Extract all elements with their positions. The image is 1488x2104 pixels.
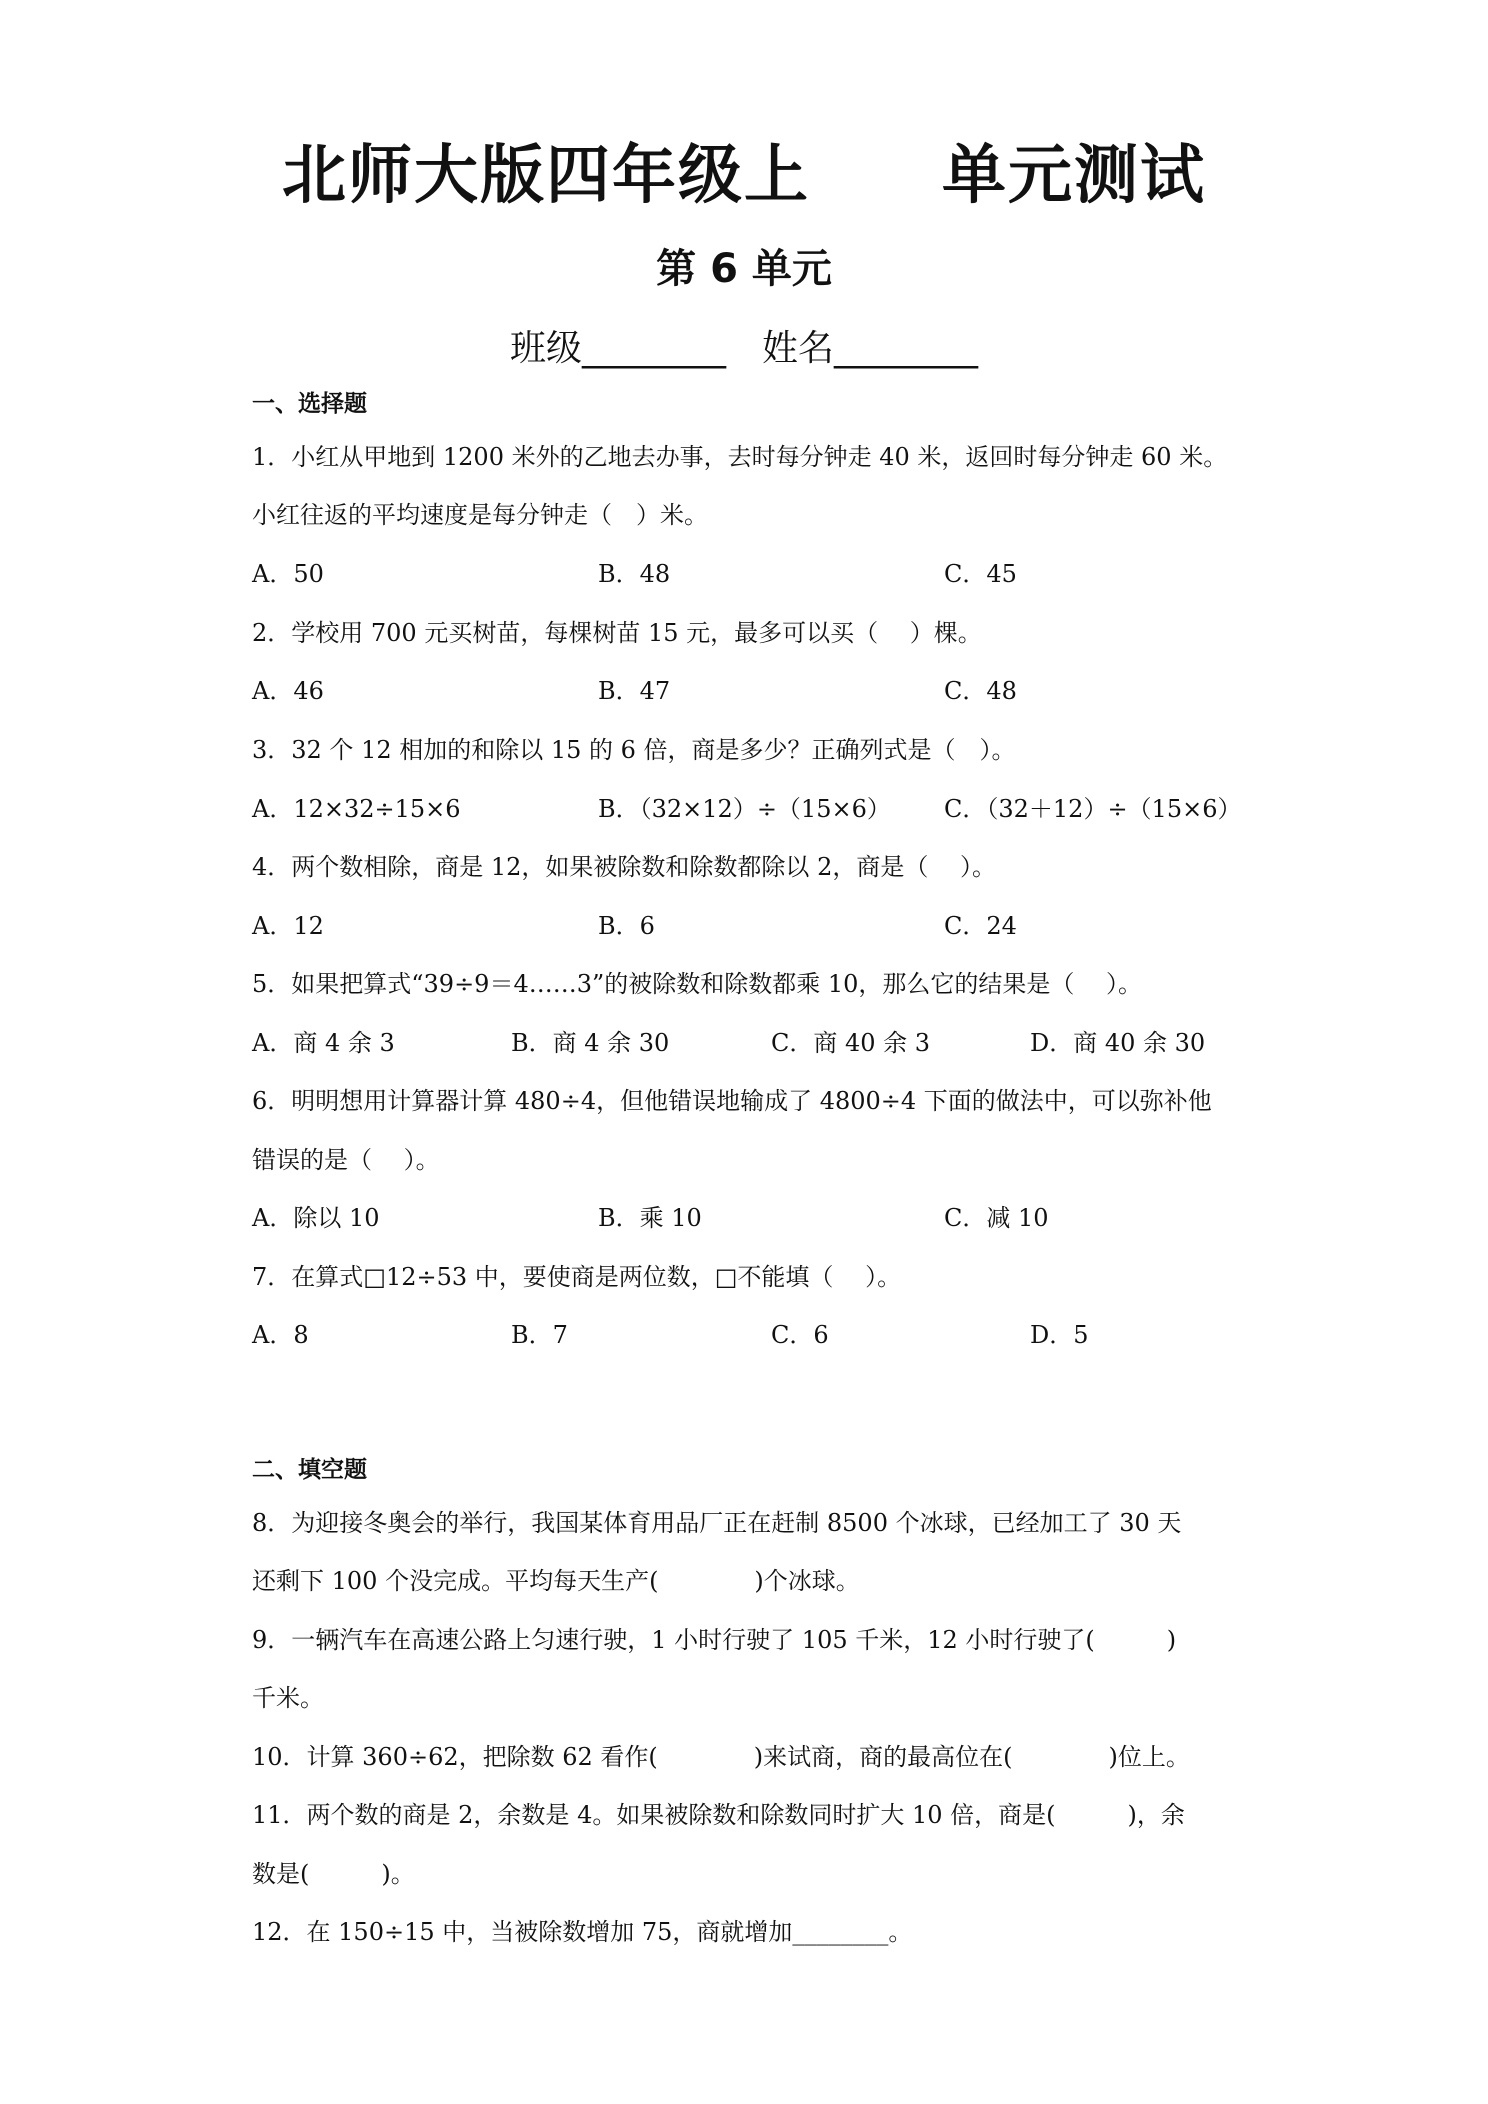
- page-title: 北师大版四年级上 单元测试: [282, 139, 1206, 213]
- question-6-option-b: B．乘 10: [598, 1204, 702, 1232]
- question-11-line-1: 11．两个数的商是 2，余数是 4。如果被除数和除数同时扩大 10 倍，商是( )，余: [252, 1801, 1185, 1829]
- student-info-line: 班级________ 姓名________: [509, 328, 978, 369]
- question-1-line-1: 1．小红从甲地到 1200 米外的乙地去办事，去时每分钟走 40 米，返回时每分钟走 60 米。: [252, 443, 1228, 471]
- question-4-line-1: 4．两个数相除，商是 12，如果被除数和除数都除以 2，商是（ ）。: [252, 853, 996, 881]
- section-heading-choice: 一、选择题: [252, 391, 367, 417]
- question-3-option-b: B．（32×12）÷（15×6）: [598, 795, 891, 823]
- question-5-option-c: C．商 40 余 3: [771, 1029, 931, 1057]
- question-7-line-1: 7．在算式□12÷53 中，要使商是两位数，□不能填（ ）。: [252, 1263, 902, 1291]
- question-2-line-1: 2．学校用 700 元买树苗，每棵树苗 15 元，最多可以买（ ）棵。: [252, 619, 982, 647]
- question-2-option-c: C．48: [944, 677, 1017, 705]
- question-1-option-a: A．50: [252, 560, 324, 588]
- question-3-option-a: A．12×32÷15×6: [252, 795, 461, 823]
- unit-subtitle: 第 6 单元: [656, 246, 832, 292]
- question-6-option-c: C．减 10: [944, 1204, 1049, 1232]
- question-2-option-a: A．46: [252, 677, 324, 705]
- question-7-option-c: C．6: [771, 1321, 829, 1349]
- question-4-option-b: B．6: [598, 912, 655, 940]
- question-6-line-2: 错误的是（ ）。: [252, 1146, 440, 1174]
- question-5-option-d: D．商 40 余 30: [1030, 1029, 1206, 1057]
- question-2-option-b: B．47: [598, 677, 671, 705]
- question-7-option-a: A．8: [252, 1321, 309, 1349]
- question-1-option-b: B．48: [598, 560, 671, 588]
- question-5-option-a: A．商 4 余 3: [252, 1029, 395, 1057]
- question-5-line-1: 5．如果把算式“39÷9＝4……3”的被除数和除数都乘 10，那么它的结果是（ ）。: [252, 970, 1143, 998]
- question-11-line-2: 数是( )。: [252, 1860, 415, 1888]
- question-3-line-1: 3．32 个 12 相加的和除以 15 的 6 倍，商是多少？正确列式是（ ）。: [252, 736, 1016, 764]
- question-3-option-c: C．（32＋12）÷（15×6）: [944, 795, 1242, 823]
- question-1-line-2: 小红往返的平均速度是每分钟走（ ）米。: [252, 501, 708, 529]
- question-6-option-a: A．除以 10: [252, 1204, 380, 1232]
- question-9-line-2: 千米。: [252, 1684, 324, 1712]
- question-1-option-c: C．45: [944, 560, 1017, 588]
- question-8-line-1: 8．为迎接冬奥会的举行，我国某体育用品厂正在赶制 8500 个冰球，已经加工了 30 天: [252, 1509, 1182, 1537]
- question-4-option-a: A．12: [252, 912, 324, 940]
- question-7-option-d: D．5: [1030, 1321, 1089, 1349]
- question-6-line-1: 6．明明想用计算器计算 480÷4，但他错误地输成了 4800÷4 下面的做法中，可以弥补他: [252, 1087, 1212, 1115]
- question-12-line-1: 12．在 150÷15 中，当被除数增加 75，商就增加________。: [252, 1918, 913, 1946]
- question-9-line-1: 9．一辆汽车在高速公路上匀速行驶，1 小时行驶了 105 千米，12 小时行驶了( ): [252, 1626, 1177, 1654]
- question-5-option-b: B．商 4 余 30: [511, 1029, 670, 1057]
- question-8-line-2: 还剩下 100 个没完成。平均每天生产( )个冰球。: [252, 1567, 860, 1595]
- section-heading-fill: 二、填空题: [252, 1457, 367, 1483]
- question-7-option-b: B．7: [511, 1321, 568, 1349]
- question-4-option-c: C．24: [944, 912, 1017, 940]
- question-10-line-1: 10．计算 360÷62，把除数 62 看作( )来试商，商的最高位在( )位上。: [252, 1743, 1190, 1771]
